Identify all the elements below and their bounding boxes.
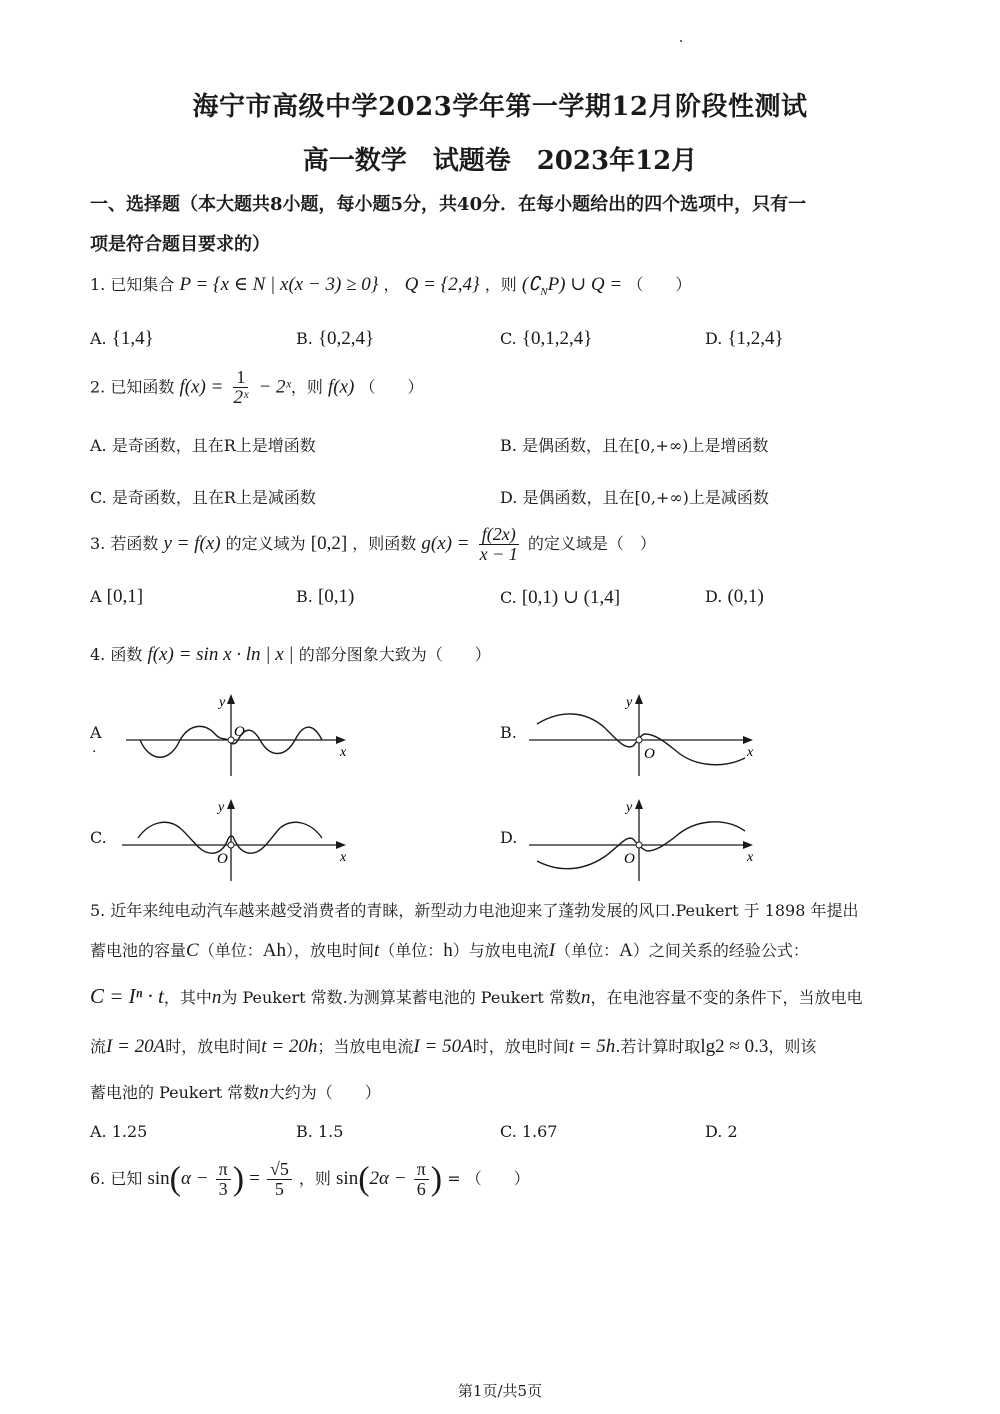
y-label: y: [218, 800, 225, 815]
question-1: [90, 272, 691, 298]
q6-prefix: 6. 已知: [90, 1168, 143, 1188]
q2-fx: f(x) =: [179, 376, 224, 398]
q6-pi-over-3: $\frac{\pi}{3}$: [216, 1160, 231, 1199]
q1-option-d: D. {1,2,4}: [705, 328, 784, 349]
q3-option-b: B. [0,1): [296, 586, 355, 607]
q5-option-a: A. 1.25: [90, 1122, 148, 1141]
q4-graph-a-dot: .: [92, 740, 97, 756]
origin-label: O: [217, 851, 228, 867]
q6-pi-over-6: $\frac{\pi}{6}$: [414, 1160, 429, 1199]
q3-option-a: A [0,1]: [90, 586, 144, 607]
y-axis-arrow: [635, 799, 643, 809]
q4-suffix: 的部分图象大致为（ ）: [298, 645, 491, 664]
x-axis-arrow: [743, 736, 753, 744]
q4-graph-a-letter: A: [90, 723, 102, 742]
q5-option-c: C. 1.67: [500, 1122, 558, 1141]
q2-prefix: 2. 已知函数: [90, 377, 175, 397]
origin-label: O: [644, 746, 655, 762]
q5-option-b: B. 1.5: [296, 1122, 344, 1141]
y-label: y: [219, 695, 226, 710]
scan-dot: [680, 40, 682, 42]
q4-graph-a: [120, 688, 360, 778]
q6-value: $\frac{√5}{5}$: [267, 1160, 292, 1199]
q4-prefix: 4. 函数: [90, 645, 143, 664]
q4-graph-c-letter: C.: [90, 828, 107, 847]
q2-option-c: C. 是奇函数，且在R上是减函数: [90, 488, 316, 507]
q1-blank: （ ）: [627, 275, 692, 294]
y-axis-arrow: [635, 694, 643, 704]
q2-option-b: B. 是偶函数，且在[0,+∞)上是增函数: [500, 436, 769, 455]
question-3: [90, 525, 656, 564]
question-5-line5: 蓄电池的 Peukert 常数n大约为（ ）: [90, 1082, 381, 1103]
origin-dot: [636, 842, 642, 848]
x-axis-arrow: [743, 841, 753, 849]
q4-graph-d-letter: D.: [500, 828, 518, 847]
question-4: [90, 642, 491, 666]
q3-option-d: D. (0,1): [705, 586, 764, 607]
q1-expr: $(∁_NP)$ ∪ Q =: [521, 274, 623, 298]
q1-option-c: C. {0,1,2,4}: [500, 328, 593, 349]
q4-graph-b-letter: B.: [500, 723, 517, 742]
origin-dot: [228, 842, 234, 848]
x-label: x: [340, 745, 347, 760]
q3-suffix: 的定义域是（ ）: [527, 533, 656, 553]
q1-option-a: A. {1,4}: [90, 328, 154, 349]
origin-label: O: [234, 724, 245, 740]
y-label: y: [626, 695, 633, 710]
x-axis-arrow: [336, 736, 346, 744]
q3-domain: [0,2]: [310, 532, 348, 554]
y-axis-arrow: [227, 694, 235, 704]
exam-subtitle: 高一数学 试题卷 2023年12月: [302, 146, 698, 176]
x-label: x: [747, 850, 754, 865]
x-label: x: [340, 850, 347, 865]
q2-option-a: A. 是奇函数，且在R上是增函数: [90, 436, 316, 455]
q4-fx: f(x) = sin x · ln | x |: [147, 644, 294, 665]
q4-graph-d: [525, 793, 765, 883]
q3-fx: y = f(x): [163, 532, 221, 554]
q1-set-q: Q = {2,4}: [404, 274, 480, 295]
q2-blank: （ ）: [359, 377, 424, 397]
q2-fraction: $\frac{1}{\text{2ˣ}}$: [233, 367, 249, 408]
q1-mid: ，则: [484, 275, 517, 294]
y-axis-arrow: [227, 799, 235, 809]
q1-option-b: B. {0,2,4}: [296, 328, 375, 349]
q4-graph-c: [120, 793, 360, 883]
q3-mid1: 的定义域为: [225, 533, 306, 553]
x-axis-arrow: [336, 841, 346, 849]
question-5-line3: C = Iⁿ · t，其中n为 Peukert 常数.为测算某蓄电池的 Peukert 常数n，在电池容量不变的条件下，当放电电: [90, 984, 863, 1008]
question-5-line2: 蓄电池的容量C（单位：Ah），放电时间t（单位：h）与放电电流I（单位：A）之间关系的经验公式：: [90, 940, 809, 961]
q1-sep: ，: [383, 275, 400, 294]
q5-option-d: D. 2: [705, 1122, 738, 1141]
q1-set-p: P = {x ∈ N | x(x − 3) ≥ 0}: [179, 274, 379, 295]
x-label: x: [747, 745, 754, 760]
q4-graph-b: [525, 688, 765, 778]
section-heading-line1: 一、选择题（本大题共8小题，每小题5分，共40分．在每小题给出的四个选项中，只有一: [90, 194, 807, 215]
exam-title: 海宁市高级中学2023学年第一学期12月阶段性测试: [192, 92, 808, 122]
q3-mid2: ，则函数: [352, 533, 417, 553]
section-heading-line2: 项是符合题目要求的）: [90, 234, 270, 255]
question-2: [90, 368, 423, 408]
q5-formula: C = Iⁿ · t: [90, 984, 164, 1008]
q2-mid: ，则: [290, 377, 323, 397]
q3-option-c: C. [0,1) ∪ (1,4]: [500, 587, 621, 608]
q2-fx2: f(x): [328, 376, 355, 398]
q3-prefix: 3. 若函数: [90, 533, 159, 553]
question-5-line4: 流I = 20A时，放电时间t = 20h；当放电电流I = 50A时，放电时间t = 5h.若计算时取lg2 ≈ 0.3，则该: [90, 1036, 817, 1057]
question-6: 6. 已知 sin(α − $\frac{\pi}{3}$ ) = $\frac{√5}{5}$ ，则 sin(2α − $\frac{\pi}{6}$ ) = （ ）: [90, 1159, 530, 1199]
origin-label: O: [624, 851, 635, 867]
curve: [138, 822, 322, 853]
origin-dot: [636, 737, 642, 743]
question-5-line1: 5. 近年来纯电动汽车越来越受消费者的青睐，新型动力电池迎来了蓬勃发展的风口.Peukert 于 1898 年提出: [90, 901, 859, 920]
q2-option-d: D. 是偶函数，且在[0,+∞)上是减函数: [500, 488, 769, 507]
y-label: y: [626, 800, 633, 815]
q1-prefix: 1. 已知集合: [90, 275, 175, 294]
q3-gx: g(x) =: [421, 532, 470, 554]
q3-fraction: $\frac{f(2x)}{x - 1}$: [479, 524, 518, 564]
page-number: 第1页/共5页: [457, 1382, 543, 1400]
q2-rest: − 2ˣ: [258, 376, 291, 398]
